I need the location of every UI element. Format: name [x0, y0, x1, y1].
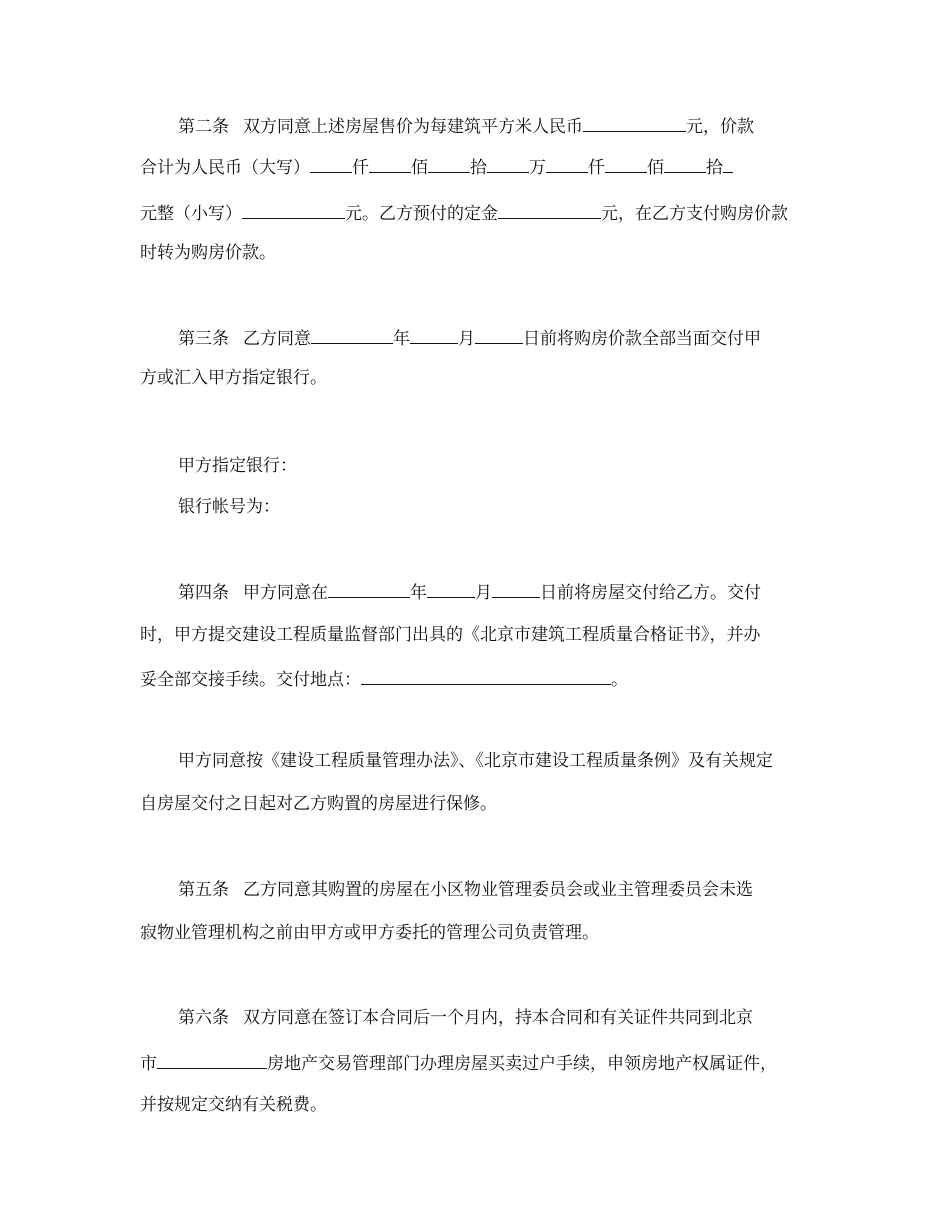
date-unit: 月 [475, 583, 492, 603]
date-unit: 月 [458, 329, 475, 349]
warranty-line1: 甲方同意按《建设工程质量管理办法》、《北京市建设工程质量条例》及有关规定 [178, 751, 773, 771]
article4-line1 [178, 580, 761, 602]
unit-label: 仟 [352, 158, 369, 178]
article3-line2: 方或汇入甲方指定银行。 [140, 368, 327, 388]
unit-label: 拾 [706, 158, 723, 178]
amount-blank[interactable] [605, 155, 647, 173]
article6-line3: 并按规定交纳有关税费。 [140, 1095, 327, 1115]
article6-text: 市 [140, 1054, 157, 1074]
article6-line1 [178, 1007, 753, 1029]
amount-blank[interactable] [487, 155, 529, 173]
unit-label: 万 [529, 158, 546, 178]
article2-line1 [178, 114, 754, 136]
date-unit: 年 [410, 583, 427, 603]
article5-line1 [178, 879, 753, 901]
article4-text: 妥全部交接手续。交付地点： [140, 670, 361, 690]
amount-blank[interactable] [369, 155, 411, 173]
article4-label: 第四条 [178, 583, 229, 603]
article2-line2 [140, 155, 733, 177]
article6-label: 第六条 [178, 1008, 229, 1028]
amount-blank[interactable] [310, 155, 352, 173]
article4-line3 [140, 667, 628, 689]
article5-label: 第五条 [178, 880, 229, 900]
unit-label: 佰 [411, 158, 428, 178]
amount-blank[interactable] [723, 155, 733, 173]
unit-label: 拾 [470, 158, 487, 178]
article4-line2: 时，甲方提交建设工程质量监督部门出具的《北京市建筑工程质量合格证书》，并办 [140, 625, 761, 645]
amount-blank[interactable] [428, 155, 470, 173]
article5-text: 乙方同意其购置的房屋在小区物业管理委员会或业主管理委员会未选 [243, 880, 753, 900]
article6-text: 双方同意在签订本合同后一个月内，持本合同和有关证件共同到北京 [243, 1008, 753, 1028]
article2-text: 元，价款 [686, 117, 754, 137]
district-blank[interactable] [157, 1051, 267, 1069]
unit-label: 仟 [588, 158, 605, 178]
article2-text: 双方同意上述房屋售价为每建筑平方米人民币 [243, 117, 583, 137]
month-blank[interactable] [427, 580, 475, 598]
article3-text: 日前将购房价款全部当面交付甲 [523, 329, 761, 349]
delivery-location-blank[interactable] [361, 667, 611, 685]
article2-text: 元，在乙方支付购房价款 [601, 204, 788, 224]
article2-line3 [140, 201, 788, 223]
amount-numeric-blank[interactable] [242, 201, 345, 219]
article6-line2 [140, 1051, 777, 1073]
article2-text: 元整（小写） [140, 204, 242, 224]
day-blank[interactable] [475, 326, 523, 344]
warranty-line2: 自房屋交付之日起对乙方购置的房屋进行保修。 [140, 794, 497, 814]
deposit-blank[interactable] [498, 201, 601, 219]
date-unit: 年 [393, 329, 410, 349]
day-blank[interactable] [492, 580, 540, 598]
article6-text: 房地产交易管理部门办理房屋买卖过户手续，申领房地产权属证件， [267, 1054, 777, 1074]
article2-line4: 时转为购房价款。 [140, 243, 276, 263]
amount-blank[interactable] [664, 155, 706, 173]
article4-text: 日前将房屋交付给乙方。交付 [540, 583, 761, 603]
article2-text: 元。乙方预付的定金 [345, 204, 498, 224]
price-per-sqm-blank[interactable] [583, 114, 686, 132]
article3-label: 第三条 [178, 329, 229, 349]
bank-name-label: 甲方指定银行： [178, 456, 297, 476]
year-blank[interactable] [311, 326, 393, 344]
article3-line1 [178, 326, 761, 348]
article4-text: 。 [611, 670, 628, 690]
year-blank[interactable] [328, 580, 410, 598]
article2-label: 第二条 [178, 117, 229, 137]
article5-line2: 寂物业管理机构之前由甲方或甲方委托的管理公司负责管理。 [140, 923, 599, 943]
article2-text: 合计为人民币（大写） [140, 158, 310, 178]
article3-text: 乙方同意 [243, 329, 311, 349]
article4-text: 甲方同意在 [243, 583, 328, 603]
amount-blank[interactable] [546, 155, 588, 173]
month-blank[interactable] [410, 326, 458, 344]
bank-account-label: 银行帐号为： [178, 497, 280, 517]
unit-label: 佰 [647, 158, 664, 178]
